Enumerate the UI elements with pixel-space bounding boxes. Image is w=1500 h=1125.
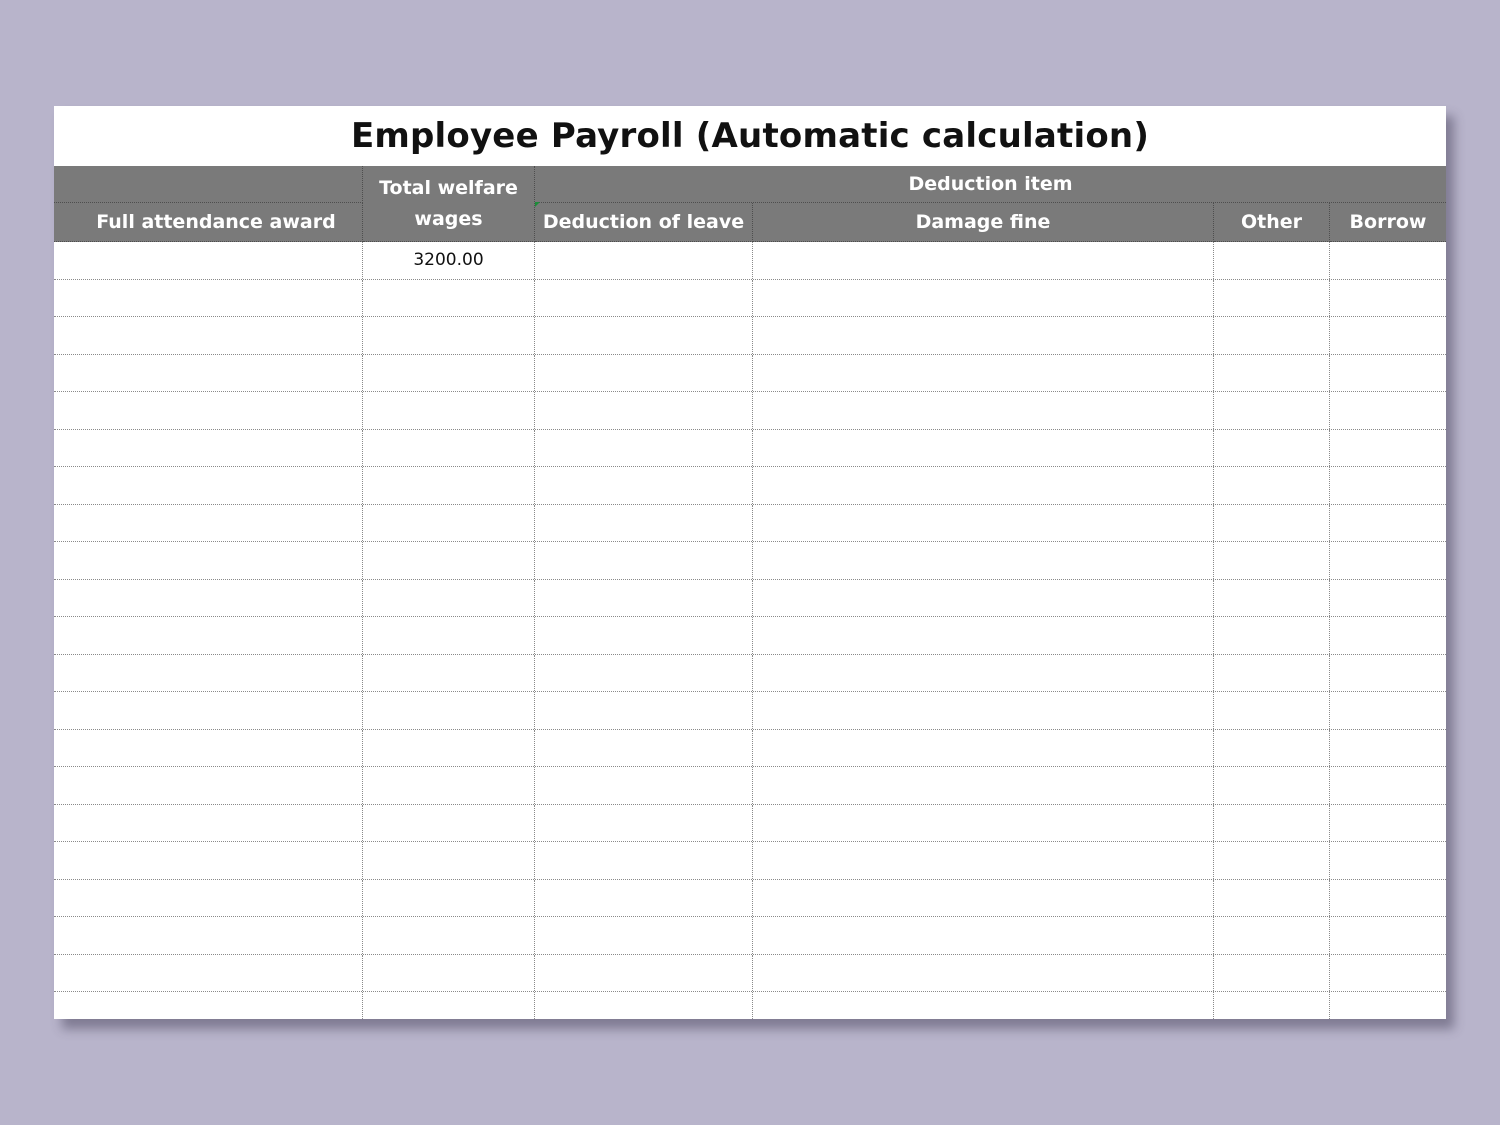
cell-total-welfare-wages[interactable] <box>363 842 535 879</box>
cell-total-welfare-wages[interactable] <box>363 692 535 729</box>
cell-other[interactable] <box>1214 317 1330 354</box>
cell-total-welfare-wages[interactable] <box>363 617 535 654</box>
cell-other[interactable] <box>1214 542 1330 579</box>
cell-full-attendance-award[interactable] <box>54 430 363 467</box>
cell-other[interactable] <box>1214 617 1330 654</box>
cell-deduction-of-leave[interactable] <box>535 280 753 317</box>
cell-other[interactable] <box>1214 580 1330 617</box>
cell-total-welfare-wages[interactable] <box>363 917 535 954</box>
table-row <box>54 392 1446 430</box>
cell-full-attendance-award[interactable] <box>54 580 363 617</box>
cell-borrow[interactable] <box>1330 542 1446 579</box>
cell-deduction-of-leave[interactable] <box>535 467 753 504</box>
cell-full-attendance-award[interactable] <box>54 917 363 954</box>
payroll-sheet <box>54 106 1446 1019</box>
cell-borrow[interactable] <box>1330 467 1446 504</box>
cell-full-attendance-award[interactable] <box>54 542 363 579</box>
cell-borrow[interactable] <box>1330 392 1446 429</box>
cell-full-attendance-award[interactable] <box>54 505 363 542</box>
cell-deduction-of-leave[interactable] <box>535 580 753 617</box>
cell-deduction-of-leave[interactable] <box>535 542 753 579</box>
cell-damage-fine[interactable] <box>753 842 1214 879</box>
cell-other[interactable] <box>1214 505 1330 542</box>
table-row <box>54 730 1446 768</box>
cell-deduction-of-leave[interactable] <box>535 392 753 429</box>
cell-other[interactable] <box>1214 730 1330 767</box>
cell-other[interactable] <box>1214 392 1330 429</box>
cell-full-attendance-award[interactable] <box>54 655 363 692</box>
cell-borrow[interactable] <box>1330 280 1446 317</box>
cell-other[interactable] <box>1214 430 1330 467</box>
sheet-title: Employee Payroll (Automatic calculation) <box>350 116 1150 156</box>
table-row <box>54 317 1446 355</box>
cell-total-welfare-wages[interactable] <box>363 542 535 579</box>
cell-borrow[interactable] <box>1330 580 1446 617</box>
cell-deduction-of-leave[interactable] <box>535 355 753 392</box>
cell-total-welfare-wages[interactable] <box>363 392 535 429</box>
cell-deduction-of-leave[interactable] <box>535 955 753 992</box>
cell-deduction-of-leave[interactable] <box>535 767 753 804</box>
cell-other[interactable] <box>1214 655 1330 692</box>
cell-total-welfare-wages[interactable] <box>363 992 535 1019</box>
cell-borrow[interactable] <box>1330 917 1446 954</box>
cell-other[interactable] <box>1214 917 1330 954</box>
cell-other[interactable] <box>1214 992 1330 1019</box>
cell-damage-fine[interactable] <box>753 430 1214 467</box>
table-row <box>54 655 1446 693</box>
cell-full-attendance-award[interactable] <box>54 805 363 842</box>
cell-damage-fine[interactable] <box>753 317 1214 354</box>
cell-borrow[interactable] <box>1330 730 1446 767</box>
cell-full-attendance-award[interactable] <box>54 242 363 279</box>
table-row <box>54 767 1446 805</box>
cell-damage-fine[interactable] <box>753 992 1214 1019</box>
cell-total-welfare-wages[interactable] <box>363 505 535 542</box>
cell-full-attendance-award[interactable] <box>54 317 363 354</box>
cell-borrow[interactable] <box>1330 842 1446 879</box>
cell-full-attendance-award[interactable] <box>54 280 363 317</box>
cell-damage-fine[interactable] <box>753 242 1214 279</box>
cell-damage-fine[interactable] <box>753 505 1214 542</box>
cell-damage-fine[interactable] <box>753 730 1214 767</box>
cell-full-attendance-award[interactable] <box>54 955 363 992</box>
cell-borrow[interactable] <box>1330 805 1446 842</box>
cell-deduction-of-leave[interactable] <box>535 805 753 842</box>
cell-total-welfare-wages[interactable] <box>363 467 535 504</box>
cell-damage-fine[interactable] <box>753 692 1214 729</box>
cell-borrow[interactable] <box>1330 767 1446 804</box>
header-borrow[interactable]: Borrow <box>1330 203 1446 242</box>
cell-total-welfare-wages[interactable] <box>363 730 535 767</box>
cell-damage-fine[interactable] <box>753 880 1214 917</box>
cell-borrow[interactable] <box>1330 955 1446 992</box>
table-row <box>54 992 1446 1019</box>
header-total-welfare-wages-line2: wages <box>414 207 483 230</box>
cell-borrow[interactable] <box>1330 617 1446 654</box>
cell-damage-fine[interactable] <box>753 542 1214 579</box>
cell-other[interactable] <box>1214 955 1330 992</box>
cell-borrow[interactable] <box>1330 242 1446 279</box>
table-row <box>54 917 1446 955</box>
table-row <box>54 542 1446 580</box>
cell-full-attendance-award[interactable] <box>54 880 363 917</box>
cell-borrow[interactable] <box>1330 692 1446 729</box>
cell-full-attendance-award[interactable] <box>54 730 363 767</box>
cell-other[interactable] <box>1214 805 1330 842</box>
cell-other[interactable] <box>1214 692 1330 729</box>
header-blank-top[interactable] <box>54 166 363 203</box>
cell-deduction-of-leave[interactable] <box>535 992 753 1019</box>
cell-total-welfare-wages[interactable] <box>363 767 535 804</box>
cell-other[interactable] <box>1214 280 1330 317</box>
cell-other[interactable] <box>1214 842 1330 879</box>
cell-deduction-of-leave[interactable] <box>535 842 753 879</box>
cell-deduction-of-leave[interactable] <box>535 242 753 279</box>
cell-damage-fine[interactable] <box>753 805 1214 842</box>
cell-deduction-of-leave[interactable] <box>535 317 753 354</box>
header-full-attendance-award[interactable]: Full attendance award <box>54 203 363 242</box>
table-row <box>54 805 1446 843</box>
cell-full-attendance-award[interactable] <box>54 692 363 729</box>
cell-total-welfare-wages[interactable] <box>363 655 535 692</box>
header-deduction-of-leave[interactable]: Deduction of leave <box>535 203 753 242</box>
cell-damage-fine[interactable] <box>753 580 1214 617</box>
cell-other[interactable] <box>1214 242 1330 279</box>
cell-total-welfare-wages[interactable] <box>363 880 535 917</box>
cell-deduction-of-leave[interactable] <box>535 917 753 954</box>
cell-full-attendance-award[interactable] <box>54 767 363 804</box>
cell-damage-fine[interactable] <box>753 467 1214 504</box>
cell-deduction-of-leave[interactable] <box>535 880 753 917</box>
table-row <box>54 880 1446 918</box>
cell-full-attendance-award[interactable] <box>54 842 363 879</box>
cell-borrow[interactable] <box>1330 317 1446 354</box>
cell-full-attendance-award[interactable] <box>54 467 363 504</box>
cell-total-welfare-wages[interactable] <box>363 580 535 617</box>
table-row <box>54 430 1446 468</box>
cell-full-attendance-award[interactable] <box>54 392 363 429</box>
cell-borrow[interactable] <box>1330 880 1446 917</box>
cell-damage-fine[interactable] <box>753 767 1214 804</box>
table-row <box>54 955 1446 993</box>
header-damage-fine[interactable]: Damage fine <box>753 203 1214 242</box>
table-row <box>54 692 1446 730</box>
header-total-welfare-wages-line1: Total welfare <box>379 176 518 199</box>
cell-total-welfare-wages[interactable] <box>363 280 535 317</box>
cell-deduction-of-leave[interactable] <box>535 430 753 467</box>
cell-deduction-of-leave[interactable] <box>535 730 753 767</box>
table-row <box>54 617 1446 655</box>
cell-deduction-of-leave[interactable] <box>535 655 753 692</box>
cell-borrow[interactable] <box>1330 992 1446 1019</box>
cell-full-attendance-award[interactable] <box>54 355 363 392</box>
table-row <box>54 505 1446 543</box>
table-row <box>54 280 1446 318</box>
cell-deduction-of-leave[interactable] <box>535 617 753 654</box>
cell-other[interactable] <box>1214 355 1330 392</box>
cell-full-attendance-award[interactable] <box>54 617 363 654</box>
cell-damage-fine[interactable] <box>753 355 1214 392</box>
cell-deduction-of-leave[interactable] <box>535 692 753 729</box>
cell-deduction-of-leave[interactable] <box>535 505 753 542</box>
cell-damage-fine[interactable] <box>753 917 1214 954</box>
cell-total-welfare-wages[interactable] <box>363 355 535 392</box>
cell-damage-fine[interactable] <box>753 655 1214 692</box>
cell-borrow[interactable] <box>1330 430 1446 467</box>
cell-total-welfare-wages[interactable] <box>363 430 535 467</box>
cell-damage-fine[interactable] <box>753 617 1214 654</box>
table-row <box>54 580 1446 618</box>
cell-total-welfare-wages[interactable] <box>363 805 535 842</box>
cell-borrow[interactable] <box>1330 355 1446 392</box>
table-row <box>54 355 1446 393</box>
cell-other[interactable] <box>1214 467 1330 504</box>
header-other[interactable]: Other <box>1214 203 1330 242</box>
cell-damage-fine[interactable] <box>753 280 1214 317</box>
header-deduction-item[interactable]: Deduction item <box>535 166 1446 203</box>
table-row <box>54 842 1446 880</box>
table-row <box>54 467 1446 505</box>
header-total-welfare-wages[interactable] <box>363 166 535 242</box>
cell-comment-marker <box>535 202 540 207</box>
cell-other[interactable] <box>1214 767 1330 804</box>
cell-damage-fine[interactable] <box>753 955 1214 992</box>
cell-total-welfare-wages[interactable] <box>363 317 535 354</box>
cell-damage-fine[interactable] <box>753 392 1214 429</box>
cell-borrow[interactable] <box>1330 505 1446 542</box>
table-row <box>54 242 1446 280</box>
cell-borrow[interactable] <box>1330 655 1446 692</box>
cell-total-welfare-wages[interactable] <box>363 955 535 992</box>
cell-other[interactable] <box>1214 880 1330 917</box>
cell-full-attendance-award[interactable] <box>54 992 363 1019</box>
cell-total-welfare-wages[interactable]: 3200.00 <box>363 242 535 279</box>
